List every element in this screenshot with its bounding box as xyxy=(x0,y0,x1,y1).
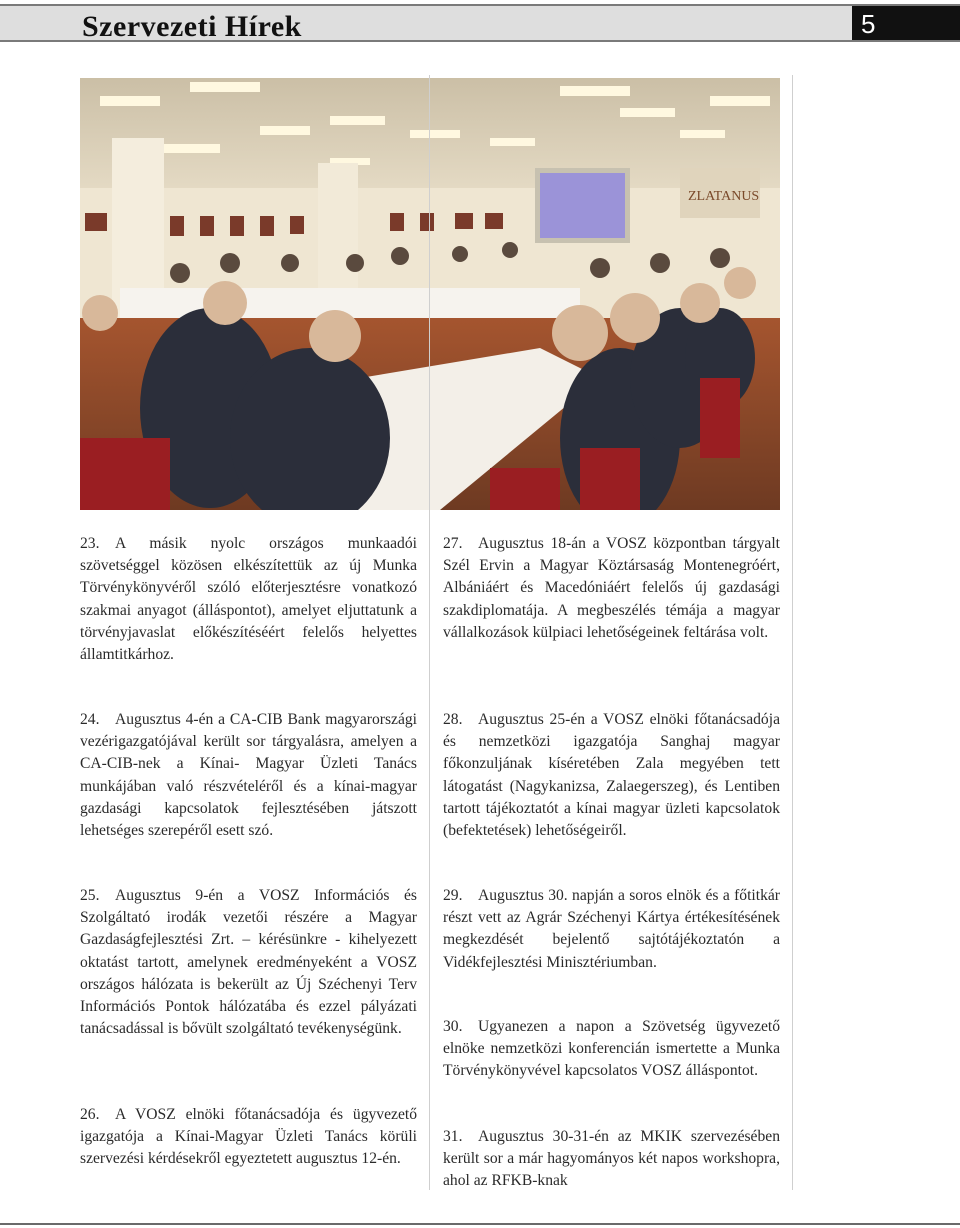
item-text: Augusztus 30-31-én az MKIK szervezésében került sor a már hagyományos két napos workshopra, ahol az RFKB-knak xyxy=(443,1128,780,1190)
news-item-27 xyxy=(443,533,780,644)
item-number: 24. xyxy=(80,711,100,728)
item-number: 25. xyxy=(80,887,100,904)
item-number: 26. xyxy=(80,1106,100,1123)
meeting-photo xyxy=(80,78,780,510)
item-text: Augusztus 25-én a VOSZ elnöki főtanácsadója és nemzetközi igazgatója Sanghaj magyar főkonzuljának kíséretében Zala megyében tett látogatást (Nagykanizsa, Zalaegerszeg), és Lentiben tartott tájékoztatót a kínai magyar üzleti kapcsolatok (befektetések) lehetőségeiről. xyxy=(443,711,780,840)
item-number: 28. xyxy=(443,711,463,728)
news-item-30 xyxy=(443,1016,780,1083)
item-text: Augusztus 4-én a CA-CIB Bank magyarországi vezérigazgatójával került sor tárgyalásra, amelyen a CA-CIB-nek a Kínai- Magyar Üzleti Tanács munkájában való részvételéről és a kínai-magyar gazdasági kapcsolatok fejlesztésében játszott lehetséges szerepéről esett szó. xyxy=(80,711,417,840)
item-text: A VOSZ elnöki főtanácsadója és ügyvezető igazgatója a Kínai-Magyar Üzleti Tanács körüli szervezési kérdésekről egyeztetett augusztus 12-én. xyxy=(80,1106,417,1168)
column-divider xyxy=(429,75,430,1190)
footer-rule xyxy=(0,1223,960,1225)
item-number: 30. xyxy=(443,1018,463,1035)
news-item-23 xyxy=(80,533,417,666)
meeting-photo-illustration xyxy=(80,78,780,510)
news-item-24 xyxy=(80,709,417,842)
item-text: Augusztus 9-én a VOSZ Információs és Szolgáltató irodák vezetői részére a Magyar Gazdaságfejlesztési Zrt. – kérésünkre - kihelyezett oktatást tartott, amelynek eredményeként a VOSZ országos hálózata is bekerült az Új Széchenyi Terv Információs Pontok hálózatába és ezzel pályázati tanácsadással is bővült szolgáltató tevékenységünk. xyxy=(80,887,417,1038)
news-item-26 xyxy=(80,1104,417,1171)
item-text: Augusztus 18-án a VOSZ központban tárgyalt Szél Ervin a Magyar Köztársaság Montenegróért, Albániáért és Macedóniáért felelős új gazdasági szakdiplomatája. A megbeszélés témája a magyar vállalkozások külpiaci lehetőségeinek feltárása volt. xyxy=(443,535,780,641)
item-number: 27. xyxy=(443,535,463,552)
section-title: Szervezeti Hírek xyxy=(82,10,302,43)
news-item-29 xyxy=(443,885,780,974)
page-number: 5 xyxy=(861,9,876,39)
item-text: Augusztus 30. napján a soros elnök és a főtitkár részt vett az Agrár Széchenyi Kártya értékesítésének megkezdését bejelentő sajtótájékoztatón a Vidékfejlesztési Minisztériumban. xyxy=(443,887,780,971)
item-text: A másik nyolc országos munkaadói szövetséggel közösen elkészítettük az új Munka Törvénykönyvéről szóló előterjesztésre vonatkozó szakmai anyagot (álláspontot), amelyet eljuttatunk a törvényjavaslat előkészítéséért felelős helyettes államtitkárhoz. xyxy=(80,535,417,664)
item-number: 23. xyxy=(80,535,100,552)
item-text: Ugyanezen a napon a Szövetség ügyvezető elnöke nemzetközi konferencián ismertette a Munka Törvénykönyvével kapcsolatos VOSZ álláspontot. xyxy=(443,1018,780,1080)
header-bar xyxy=(0,4,960,42)
news-item-31 xyxy=(443,1126,780,1193)
item-number: 29. xyxy=(443,887,463,904)
right-margin-rule xyxy=(792,75,793,1190)
item-number: 31. xyxy=(443,1128,463,1145)
news-item-25 xyxy=(80,885,417,1040)
news-item-28 xyxy=(443,709,780,842)
page-number-box xyxy=(852,6,960,40)
screen-sign-text: ZLATANUS xyxy=(688,189,760,204)
